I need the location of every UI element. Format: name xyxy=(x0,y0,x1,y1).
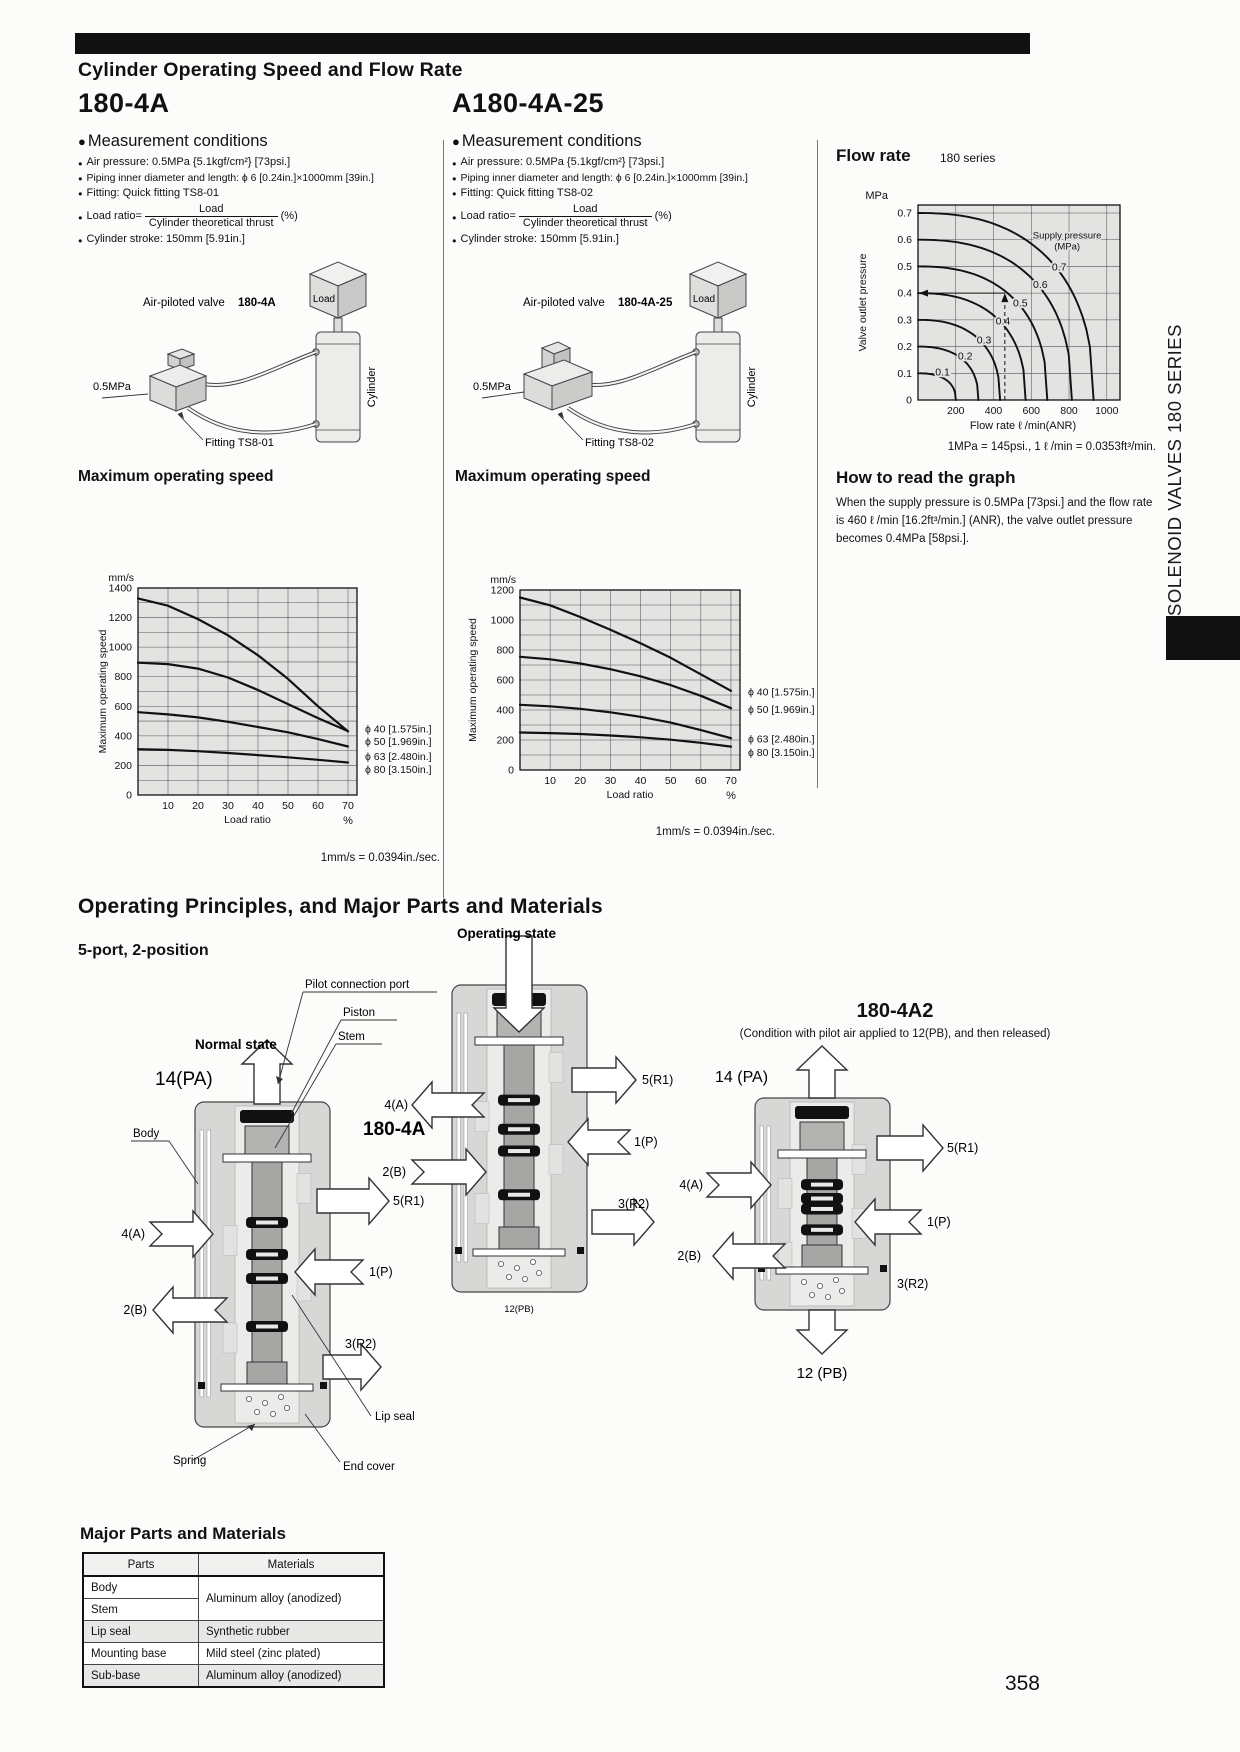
condition-stroke-label: Cylinder stroke: 150mm [5.91in.] xyxy=(460,233,619,245)
load-ratio-denominator: Cylinder theoretical thrust xyxy=(519,216,652,231)
svg-text:0.2: 0.2 xyxy=(957,350,973,363)
svg-text:1000: 1000 xyxy=(490,614,514,627)
svg-text:ϕ 40 [1.575in.]: ϕ 40 [1.575in.] xyxy=(748,686,815,699)
bullet-icon: ● xyxy=(78,213,83,223)
diagram3-model-heading: 180-4A2 xyxy=(856,1000,934,1022)
material-cell-sub-base: Aluminum alloy (anodized) xyxy=(199,1665,385,1688)
svg-text:800: 800 xyxy=(114,671,132,684)
svg-text:0.4: 0.4 xyxy=(897,287,912,300)
bullet-icon: ● xyxy=(452,235,457,245)
bullet-icon: ● xyxy=(452,213,457,223)
port-label-4a: 4(A) xyxy=(121,1227,145,1241)
cylinder-label: Cylinder xyxy=(366,366,378,408)
svg-text:Load ratio: Load ratio xyxy=(606,789,654,801)
part-cell-sub-base: Sub-base xyxy=(83,1665,199,1688)
svg-text:ϕ 63 [2.480in.]: ϕ 63 [2.480in.] xyxy=(748,733,815,746)
measurement-conditions-180-4a xyxy=(78,132,423,249)
port-label-2b: 2(B) xyxy=(123,1303,147,1317)
svg-text:Flow rate ℓ /min(ANR): Flow rate ℓ /min(ANR) xyxy=(969,420,1077,432)
condition-air xyxy=(78,156,423,170)
principles-heading: Operating Principles, and Major Parts and Materials xyxy=(78,895,603,918)
port-label-3r2: 3(R2) xyxy=(618,1197,650,1211)
svg-text:0.6: 0.6 xyxy=(1033,278,1048,291)
port-label-1p: 1(P) xyxy=(927,1215,951,1229)
svg-text:ϕ 50 [1.969in.]: ϕ 50 [1.969in.] xyxy=(365,735,432,748)
piston-rod xyxy=(334,318,342,332)
port-label-14pa: 14 (PA) xyxy=(715,1069,769,1086)
svg-text:1000: 1000 xyxy=(108,641,132,654)
part-cell-body: Body xyxy=(83,1576,199,1599)
condition-fitting xyxy=(452,187,797,201)
svg-text:60: 60 xyxy=(312,800,324,812)
tube-upper xyxy=(204,352,316,385)
load-ratio-denominator: Cylinder theoretical thrust xyxy=(145,216,278,231)
bullet-icon: ● xyxy=(78,235,83,245)
how-to-read-heading: How to read the graph xyxy=(836,468,1016,487)
port-label-3r2: 3(R2) xyxy=(897,1277,929,1291)
table-row xyxy=(83,1576,384,1599)
svg-text:0.2: 0.2 xyxy=(897,341,912,354)
condition-load-ratio xyxy=(452,203,797,232)
valve-icon xyxy=(150,349,206,411)
speed-chart-heading-2: Maximum operating speed xyxy=(455,468,651,485)
svg-text:0.7: 0.7 xyxy=(1051,261,1067,274)
svg-text:200: 200 xyxy=(114,759,132,772)
svg-text:50: 50 xyxy=(664,775,677,787)
svg-text:200: 200 xyxy=(496,734,514,747)
port-label-2b: 2(B) xyxy=(382,1165,406,1179)
svg-text:0: 0 xyxy=(508,764,514,777)
svg-text:1400: 1400 xyxy=(108,582,132,595)
load-label: Load xyxy=(692,294,716,305)
port-label-3r2: 3(R2) xyxy=(345,1337,377,1351)
valve-diagram-operating-state xyxy=(372,920,682,1320)
load-ratio-prefix: Load ratio= xyxy=(86,209,142,222)
load-ratio-suffix: (%) xyxy=(654,209,672,222)
condition-fitting xyxy=(78,187,423,201)
bullet-icon: ● xyxy=(78,134,86,149)
svg-text:70: 70 xyxy=(725,775,737,787)
material-cell-body-stem: Aluminum alloy (anodized) xyxy=(199,1576,385,1621)
svg-text:0.3: 0.3 xyxy=(976,334,992,347)
condition-stroke xyxy=(78,233,423,247)
svg-text:Load ratio: Load ratio xyxy=(224,814,271,826)
flow-rate-chart xyxy=(836,178,1158,440)
model-heading-180-4a: 180-4A xyxy=(78,88,170,118)
parts-table-heading: Major Parts and Materials xyxy=(80,1524,286,1543)
tube-upper xyxy=(584,352,696,385)
material-cell-lip-seal: Synthetic rubber xyxy=(199,1621,385,1643)
condition-piping-label: Piping inner diameter and length: ϕ 6 [0.24in.]×1000mm [39in.] xyxy=(86,172,374,184)
bullet-icon: ● xyxy=(452,158,457,168)
supply-line xyxy=(102,394,148,398)
piston-leader xyxy=(291,1020,341,1114)
valve-caption-model: 180-4A xyxy=(238,297,276,309)
svg-text:600: 600 xyxy=(1022,405,1041,417)
svg-text:mm/s: mm/s xyxy=(490,574,516,586)
diagram3-condition-text: (Condition with pilot air applied to 12(PB), and then released) xyxy=(739,1028,1051,1040)
load-cube-icon xyxy=(690,262,746,318)
valve-caption: Air-piloted valve xyxy=(143,297,225,309)
svg-text:30: 30 xyxy=(604,775,617,787)
condition-air-label: Air pressure: 0.5MPa {5.1kgf/cm²} [73psi.] xyxy=(460,156,665,168)
port-label-12pb-small: 12(PB) xyxy=(504,1304,534,1315)
svg-text:0.1: 0.1 xyxy=(897,367,912,380)
port-position-subheading: 5-port, 2-position xyxy=(78,942,209,959)
conversion-note: 1MPa = 145psi., 1 ℓ /min = 0.0353ft³/min. xyxy=(947,441,1156,453)
parts-materials-table xyxy=(82,1552,385,1688)
end-cover-callout-label: End cover xyxy=(343,1461,395,1473)
bullet-icon: ● xyxy=(452,189,457,199)
svg-text:800: 800 xyxy=(1060,405,1078,417)
load-ratio-prefix: Load ratio= xyxy=(460,209,516,222)
svg-text:600: 600 xyxy=(114,700,132,713)
svg-text:0.4: 0.4 xyxy=(995,315,1011,328)
svg-text:0.5: 0.5 xyxy=(897,260,912,273)
port-label-14pa: 14(PA) xyxy=(155,1069,213,1090)
svg-text:0.6: 0.6 xyxy=(897,234,912,247)
port-label-4a: 4(A) xyxy=(384,1098,408,1112)
piston-rod xyxy=(714,318,722,332)
body-leader xyxy=(169,1141,198,1184)
materials-column-header: Materials xyxy=(199,1553,385,1576)
fitting-label: Fitting TS8-02 xyxy=(585,437,654,449)
svg-text:1000: 1000 xyxy=(1095,405,1119,417)
part-cell-stem: Stem xyxy=(83,1599,199,1621)
load-ratio-fraction xyxy=(145,203,278,232)
piston-callout-label: Piston xyxy=(343,1007,375,1019)
flow-rate-series-label: 180 series xyxy=(940,151,996,165)
port-label-1p: 1(P) xyxy=(634,1135,658,1149)
page-number: 358 xyxy=(1004,1672,1040,1695)
svg-text:Maximum operating speed: Maximum operating speed xyxy=(97,629,109,754)
svg-text:0.1: 0.1 xyxy=(935,366,950,379)
supply-pressure-label: 0.5MPa xyxy=(93,381,131,393)
svg-text:ϕ 63 [2.480in.]: ϕ 63 [2.480in.] xyxy=(365,750,432,763)
svg-text:Maximum operating speed: Maximum operating speed xyxy=(467,618,479,742)
svg-text:MPa: MPa xyxy=(865,190,888,202)
condition-stroke xyxy=(452,233,797,247)
speed-note-1: 1mm/s = 0.0394in./sec. xyxy=(320,852,440,864)
load-ratio-numerator: Load xyxy=(573,202,598,215)
svg-text:600: 600 xyxy=(496,674,514,687)
svg-text:Valve outlet pressure: Valve outlet pressure xyxy=(857,253,869,352)
speed-chart-a180-4a-25 xyxy=(462,545,822,813)
svg-text:400: 400 xyxy=(984,405,1003,417)
svg-text:0.3: 0.3 xyxy=(897,314,912,327)
valve-caption: Air-piloted valve xyxy=(523,297,605,309)
svg-text:50: 50 xyxy=(282,800,294,812)
speed-note-2: 1mm/s = 0.0394in./sec. xyxy=(655,826,775,838)
conditions-heading-label: Measurement conditions xyxy=(87,132,268,150)
pilot-leader xyxy=(278,992,303,1084)
flow-rate-heading: Flow rate xyxy=(836,146,911,165)
svg-text:800: 800 xyxy=(496,644,514,657)
svg-text:ϕ 40 [1.575in.]: ϕ 40 [1.575in.] xyxy=(365,723,432,736)
load-label: Load xyxy=(312,294,336,305)
svg-text:20: 20 xyxy=(192,800,204,812)
diagram-model-label: 180-4A xyxy=(363,1119,426,1140)
load-ratio-numerator: Load xyxy=(199,202,224,215)
part-cell-lip-seal: Lip seal xyxy=(83,1621,199,1643)
port-label-12pb: 12 (PB) xyxy=(796,1365,848,1382)
part-cell-mounting-base: Mounting base xyxy=(83,1643,199,1665)
header-bar xyxy=(75,33,1030,54)
supply-pressure-label: 0.5MPa xyxy=(473,381,511,393)
sidebar-tab xyxy=(1166,616,1240,660)
bullet-icon: ● xyxy=(78,189,83,199)
material-cell-mounting-base: Mild steel (zinc plated) xyxy=(199,1643,385,1665)
svg-text:400: 400 xyxy=(496,704,514,717)
port-label-5r1: 5(R1) xyxy=(947,1141,979,1155)
port-label-2b: 2(B) xyxy=(677,1249,701,1263)
svg-text:ϕ 50 [1.969in.]: ϕ 50 [1.969in.] xyxy=(748,703,815,716)
speed-chart-180-4a xyxy=(92,545,444,835)
port-label-1p: 1(P) xyxy=(369,1265,393,1279)
cylinder-icon xyxy=(693,332,740,442)
cylinder-label: Cylinder xyxy=(746,366,758,408)
port-label-5r1: 5(R1) xyxy=(642,1073,674,1087)
bullet-icon: ● xyxy=(452,134,460,149)
condition-load-ratio xyxy=(78,203,423,232)
table-row xyxy=(83,1643,384,1665)
conditions-heading-label: Measurement conditions xyxy=(461,132,642,150)
port-label-4a: 4(A) xyxy=(679,1178,703,1192)
condition-fitting-label: Fitting: Quick fitting TS8-01 xyxy=(86,186,219,199)
svg-text:(MPa): (MPa) xyxy=(1054,241,1081,253)
load-ratio-fraction xyxy=(519,203,652,232)
svg-text:40: 40 xyxy=(634,775,647,787)
measurement-conditions-a180-4a-25 xyxy=(452,132,797,249)
fitting-leader xyxy=(178,414,203,440)
bullet-icon: ● xyxy=(78,158,83,168)
how-to-read-text: When the supply pressure is 0.5MPa [73psi.] and the flow rate is 460 ℓ /min [16.2ft³/min.] (ANR), the valve outlet pressure becomes 0.4MPa [58psi.]. xyxy=(836,497,1153,545)
valve-icon xyxy=(524,342,592,410)
condition-stroke-label: Cylinder stroke: 150mm [5.91in.] xyxy=(86,233,245,245)
condition-fitting-label: Fitting: Quick fitting TS8-02 xyxy=(460,186,593,199)
valve-caption-model: 180-4A-25 xyxy=(618,297,673,309)
spring-callout-label: Spring xyxy=(173,1455,207,1467)
svg-text:ϕ 80 [3.150in.]: ϕ 80 [3.150in.] xyxy=(365,764,432,777)
svg-text:0.7: 0.7 xyxy=(897,207,912,220)
measurement-setup-diagram-a180-4a-25 xyxy=(468,248,808,463)
state-label: Normal state xyxy=(195,1037,277,1052)
lip-seal-callout-label: Lip seal xyxy=(375,1411,415,1423)
svg-text:1200: 1200 xyxy=(108,612,132,625)
svg-text:ϕ 80 [3.150in.]: ϕ 80 [3.150in.] xyxy=(748,746,815,759)
condition-piping xyxy=(78,172,423,185)
condition-piping-label: Piping inner diameter and length: ϕ 6 [0.24in.]×1000mm [39in.] xyxy=(460,172,748,184)
svg-text:200: 200 xyxy=(946,405,965,417)
load-cube-icon xyxy=(310,262,366,318)
body-callout-label: Body xyxy=(133,1128,160,1140)
table-row xyxy=(83,1621,384,1643)
svg-text:mm/s: mm/s xyxy=(108,572,134,584)
conditions-heading xyxy=(452,132,797,151)
conditions-heading xyxy=(78,132,423,151)
svg-text:40: 40 xyxy=(252,800,264,812)
condition-air xyxy=(452,156,797,170)
port-label-5r1: 5(R1) xyxy=(393,1194,425,1208)
load-ratio-suffix: (%) xyxy=(280,209,298,222)
model-heading-a180-4a-25: A180-4A-25 xyxy=(452,88,605,118)
sidebar-series-label: SOLENOID VALVES 180 SERIES xyxy=(1164,324,1185,616)
parts-column-header: Parts xyxy=(83,1553,199,1576)
condition-piping xyxy=(452,172,797,185)
svg-text:10: 10 xyxy=(544,775,556,787)
svg-text:20: 20 xyxy=(574,775,587,787)
svg-text:%: % xyxy=(726,790,736,802)
svg-text:70: 70 xyxy=(342,800,354,812)
measurement-setup-diagram-180-4a xyxy=(88,248,428,463)
svg-text:30: 30 xyxy=(222,800,234,812)
fitting-leader xyxy=(558,414,583,440)
table-header-row xyxy=(83,1553,384,1576)
svg-text:1200: 1200 xyxy=(490,584,514,597)
svg-text:0.5: 0.5 xyxy=(1013,297,1028,310)
pilot-callout-label: Pilot connection port xyxy=(305,979,410,991)
fitting-label: Fitting TS8-01 xyxy=(205,437,274,449)
condition-air-label: Air pressure: 0.5MPa {5.1kgf/cm²} [73psi.] xyxy=(86,156,291,168)
table-row xyxy=(83,1665,384,1688)
svg-text:Supply pressure: Supply pressure xyxy=(1032,230,1102,242)
stem-callout-label: Stem xyxy=(338,1031,365,1043)
svg-text:%: % xyxy=(343,815,353,827)
svg-text:10: 10 xyxy=(162,800,174,812)
state-label: Operating state xyxy=(457,926,557,941)
cylinder-icon xyxy=(313,332,360,442)
speed-chart-heading-1: Maximum operating speed xyxy=(78,468,274,485)
svg-text:400: 400 xyxy=(114,730,132,743)
svg-text:0: 0 xyxy=(906,394,912,407)
svg-text:60: 60 xyxy=(694,775,707,787)
bullet-icon: ● xyxy=(78,174,83,184)
page-title: Cylinder Operating Speed and Flow Rate xyxy=(78,59,463,81)
svg-text:0: 0 xyxy=(126,789,132,802)
bullet-icon: ● xyxy=(452,174,457,184)
valve-diagram-180-4a2 xyxy=(655,1030,995,1442)
